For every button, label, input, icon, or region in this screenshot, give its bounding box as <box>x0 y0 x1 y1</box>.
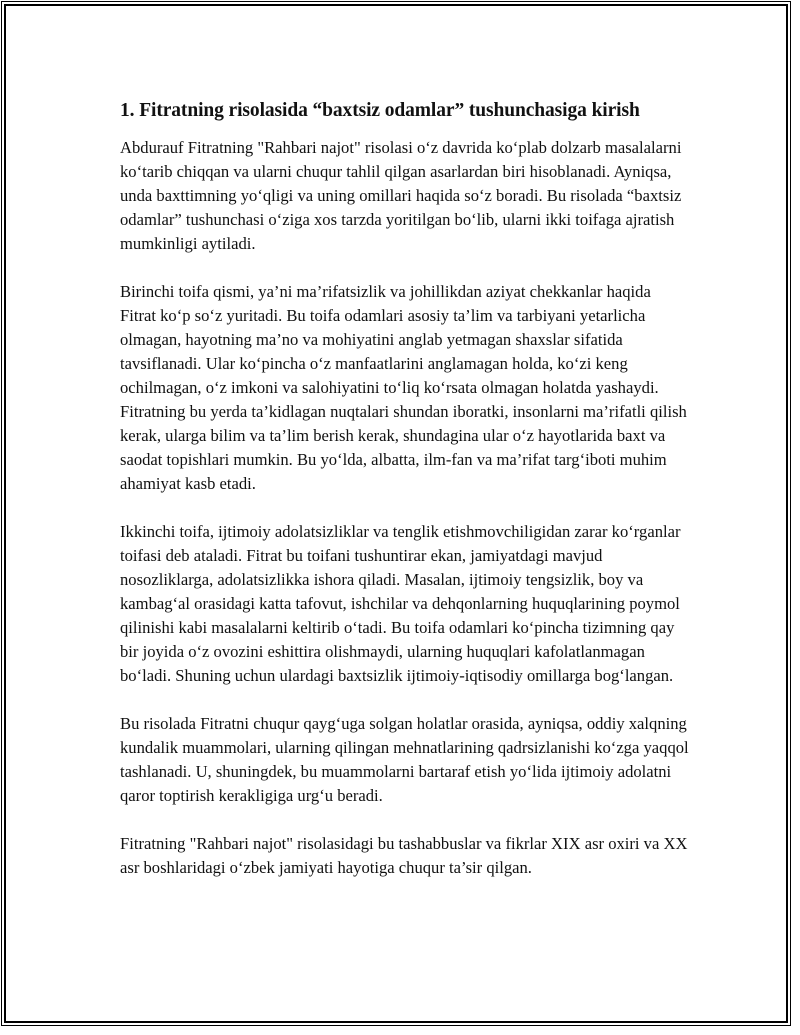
paragraph-4: Bu risolada Fitratni chuqur qayg‘uga solgan holatlar orasida, ayniqsa, oddiy xalqning kundalik muammolari, ularning qilingan mehnatlarining qadrsizlanishi ko‘zga yaqqol tashlanadi. U, shuningdek, bu muammolarni bartaraf etish yo‘lida ijtimoiy adolatni qaror toptirish kerakligiga urg‘u beradi. <box>120 714 689 805</box>
paragraph-5: Fitratning "Rahbari najot" risolasidagi bu tashabbuslar va fikrlar XIX asr oxiri va XX asr boshlaridagi o‘zbek jamiyati hayotiga chuqur ta’sir qilgan. <box>120 834 688 877</box>
document-page <box>4 4 788 1023</box>
document-body <box>120 98 690 904</box>
paragraph-2: Birinchi toifa qismi, ya’ni ma’rifatsizlik va johillikdan aziyat chekkanlar haqida Fitrat ko‘p so‘z yuritadi. Bu toifa odamlari asosiy ta’lim va tarbiyani yetarlicha olmagan, hayotning ma’no va mohiyatini anglab yetmagan shaxslar sifatida tavsiflanadi. Ular ko‘pincha o‘z manfaatlarini anglamagan holda, ko‘zi keng ochilmagan, o‘z imkoni va salohiyatini to‘liq ko‘rsata olmagan holatda yashaydi. Fitratning bu yerda ta’kidlagan nuqtalari shundan iboratki, insonlarni ma’rifatli qilish kerak, ularga bilim va ta’lim berish kerak, shundagina ular o‘z hayotlarida baxt va saodat topishlari mumkin. Bu yo‘lda, albatta, ilm-fan va ma’rifat targ‘iboti muhim ahamiyat kasb etadi. <box>120 282 687 493</box>
section-heading: 1. Fitratning risolasida “baxtsiz odamlar” tushunchasiga kirish <box>120 100 640 121</box>
paragraph-1: Abdurauf Fitratning "Rahbari najot" risolasi o‘z davrida ko‘plab dolzarb masalalarni ko‘tarib chiqqan va ularni chuqur tahlil qilgan asarlardan biri hisoblanadi. Ayniqsa, unda baxttimning yo‘qligi va uning omillari haqida so‘z boradi. Bu risolada “baxtsiz odamlar” tushunchasi o‘ziga xos tarzda yoritilgan bo‘lib, ularni ikki toifaga ajratish mumkinligi aytiladi. <box>120 138 682 253</box>
paragraph-3: Ikkinchi toifa, ijtimoiy adolatsizliklar va tenglik etishmovchiligidan zarar ko‘rganlar toifasi deb ataladi. Fitrat bu toifani tushuntirar ekan, jamiyatdagi mavjud nosozliklarga, adolatsizlikka ishora qiladi. Masalan, ijtimoiy tengsizlik, boy va kambag‘al orasidagi katta tafovut, ishchilar va dehqonlarning huquqlarining poymol qilinishi kabi masalalarni keltirib o‘tadi. Bu toifa odamlari ko‘pincha tizimning qay bir joyida o‘z ovozini eshittira olishmaydi, ularning huquqlari kafolatlanmagan bo‘ladi. Shuning uchun ulardagi baxtsizlik ijtimoiy-iqtisodiy omillarga bog‘langan. <box>120 522 681 685</box>
